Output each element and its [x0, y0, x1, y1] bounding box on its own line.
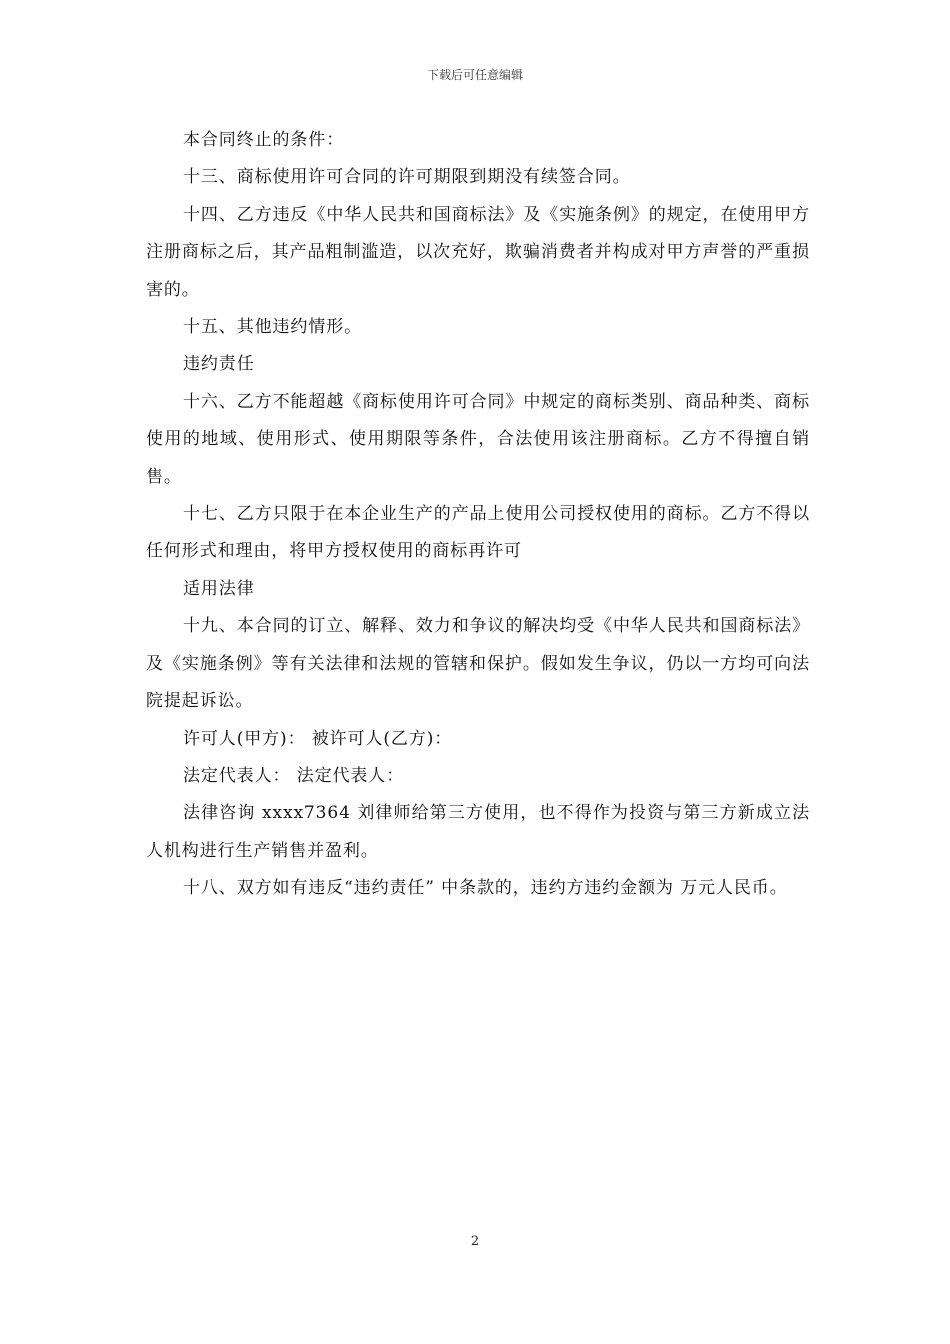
signature-representatives-line: 法定代表人： 法定代表人： — [183, 765, 405, 786]
paragraph-clause-19: 十九、本合同的订立、解释、效力和争议的解决均受《中华人民共和国商标法》及《实施条例》等有关法律和法规的管辖和保护。假如发生争议，仍以一方均可向法院提起诉讼。 — [146, 616, 810, 712]
paragraph-legal-consultation: 法律咨询 xxxx7364 刘律师给第三方使用，也不得作为投资与第三方新成立法人机构进行生产销售并盈利。 — [146, 803, 810, 861]
section-heading-applicable-law: 适用法律 — [183, 578, 255, 599]
paragraph-termination-conditions: 本合同终止的条件： — [183, 130, 345, 150]
paragraph-clause-18: 十八、双方如有违反“违约责任” 中条款的，违约方违约金额为 万元人民币。 — [183, 878, 788, 899]
page-header: 下载后可任意编辑 — [426, 68, 523, 82]
signature-parties-line: 许可人(甲方)： 被许可人(乙方)： — [183, 728, 453, 749]
document-body — [146, 122, 810, 908]
page-number: 2 — [470, 1234, 480, 1249]
paragraph-clause-16: 十六、乙方不能超越《商标使用许可合同》中规定的商标类别、商品种类、商标使用的地域、使用形式、使用期限等条件，合法使用该注册商标。乙方不得擅自销售。 — [146, 391, 810, 487]
paragraph-clause-17: 十七、乙方只限于在本企业生产的产品上使用公司授权使用的商标。乙方不得以任何形式和理由，将甲方授权使用的商标再许可 — [146, 504, 810, 562]
paragraph-clause-14: 十四、乙方违反《中华人民共和国商标法》及《实施条例》的规定，在使用甲方注册商标之后，其产品粗制滥造，以次充好，欺骗消费者并构成对甲方声誉的严重损害的。 — [146, 204, 810, 300]
paragraph-clause-15: 十五、其他违约情形。 — [183, 317, 362, 338]
section-heading-liability: 违约责任 — [183, 354, 255, 375]
paragraph-clause-13: 十三、商标使用许可合同的许可期限到期没有续签合同。 — [183, 167, 631, 188]
